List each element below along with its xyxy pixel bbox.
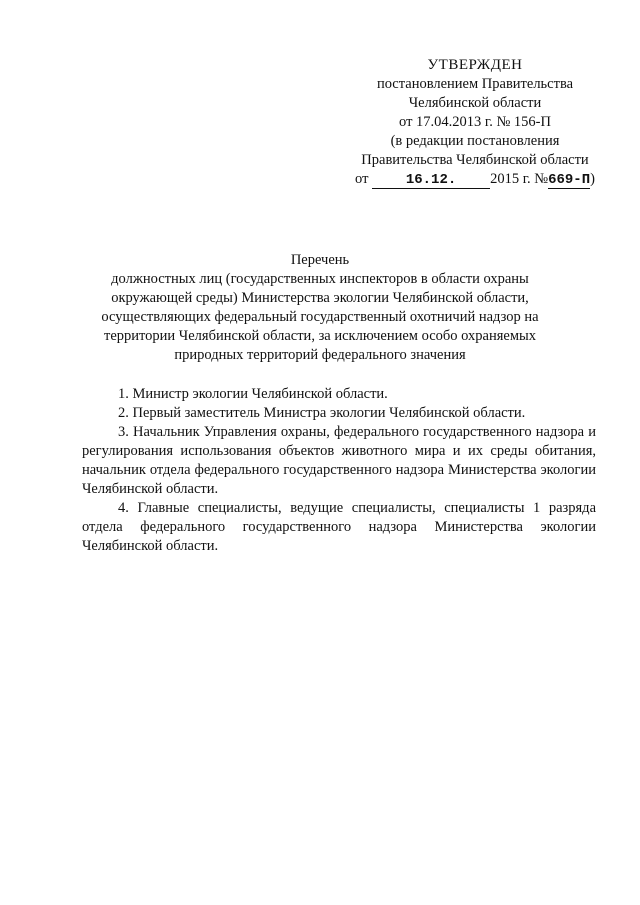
list-item: 2. Первый заместитель Министра экологии Челябинской области. (118, 405, 526, 421)
approval-block (340, 56, 610, 190)
title-heading: Перечень (290, 252, 350, 268)
document-title (100, 251, 540, 365)
title-line-4: территории Челябинской области, за исключением особо охраняемых (103, 328, 537, 344)
title-line-3: осуществляющих федеральный государственный охотничий надзор на (101, 309, 539, 325)
approval-line-2: Челябинской области (408, 95, 542, 111)
list-item: 3. Начальник Управления охраны, федерального государственного надзора и регулирования использования объектов животного мира и их среды обитания, начальник отдела федерального государственного надзора Министерства экологии Челябинской области. (82, 424, 596, 497)
approval-line-5: Правительства Челябинской области (361, 152, 589, 168)
title-line-1: должностных лиц (государственных инспекторов в области охраны (111, 271, 529, 287)
list-item: 1. Министр экологии Челябинской области. (118, 386, 388, 402)
title-line-5: природных территорий федерального значения (174, 347, 466, 363)
officials-list (82, 385, 596, 556)
list-item: 4. Главные специалисты, ведущие специалисты, специалисты 1 разряда отдела федерального государственного надзора Министерства экологии Челябинской области. (82, 500, 596, 554)
date-prefix: от (355, 171, 369, 187)
approval-heading: УТВЕРЖДЕН (427, 57, 523, 73)
approval-date-line (340, 170, 610, 190)
approval-line-1: постановлением Правительства (376, 76, 574, 92)
decree-number: 669-П (548, 172, 591, 188)
date-year: 2015 г. № (490, 171, 549, 187)
date-day-field (372, 171, 490, 189)
approval-line-3: от 17.04.2013 г. № 156-П (399, 114, 551, 130)
approval-line-4: (в редакции постановления (390, 133, 560, 149)
date-day-value: 16.12. (405, 172, 457, 188)
title-line-2: окружающей среды) Министерства экологии Челябинской области, (111, 290, 529, 306)
date-suffix: ) (590, 171, 595, 187)
